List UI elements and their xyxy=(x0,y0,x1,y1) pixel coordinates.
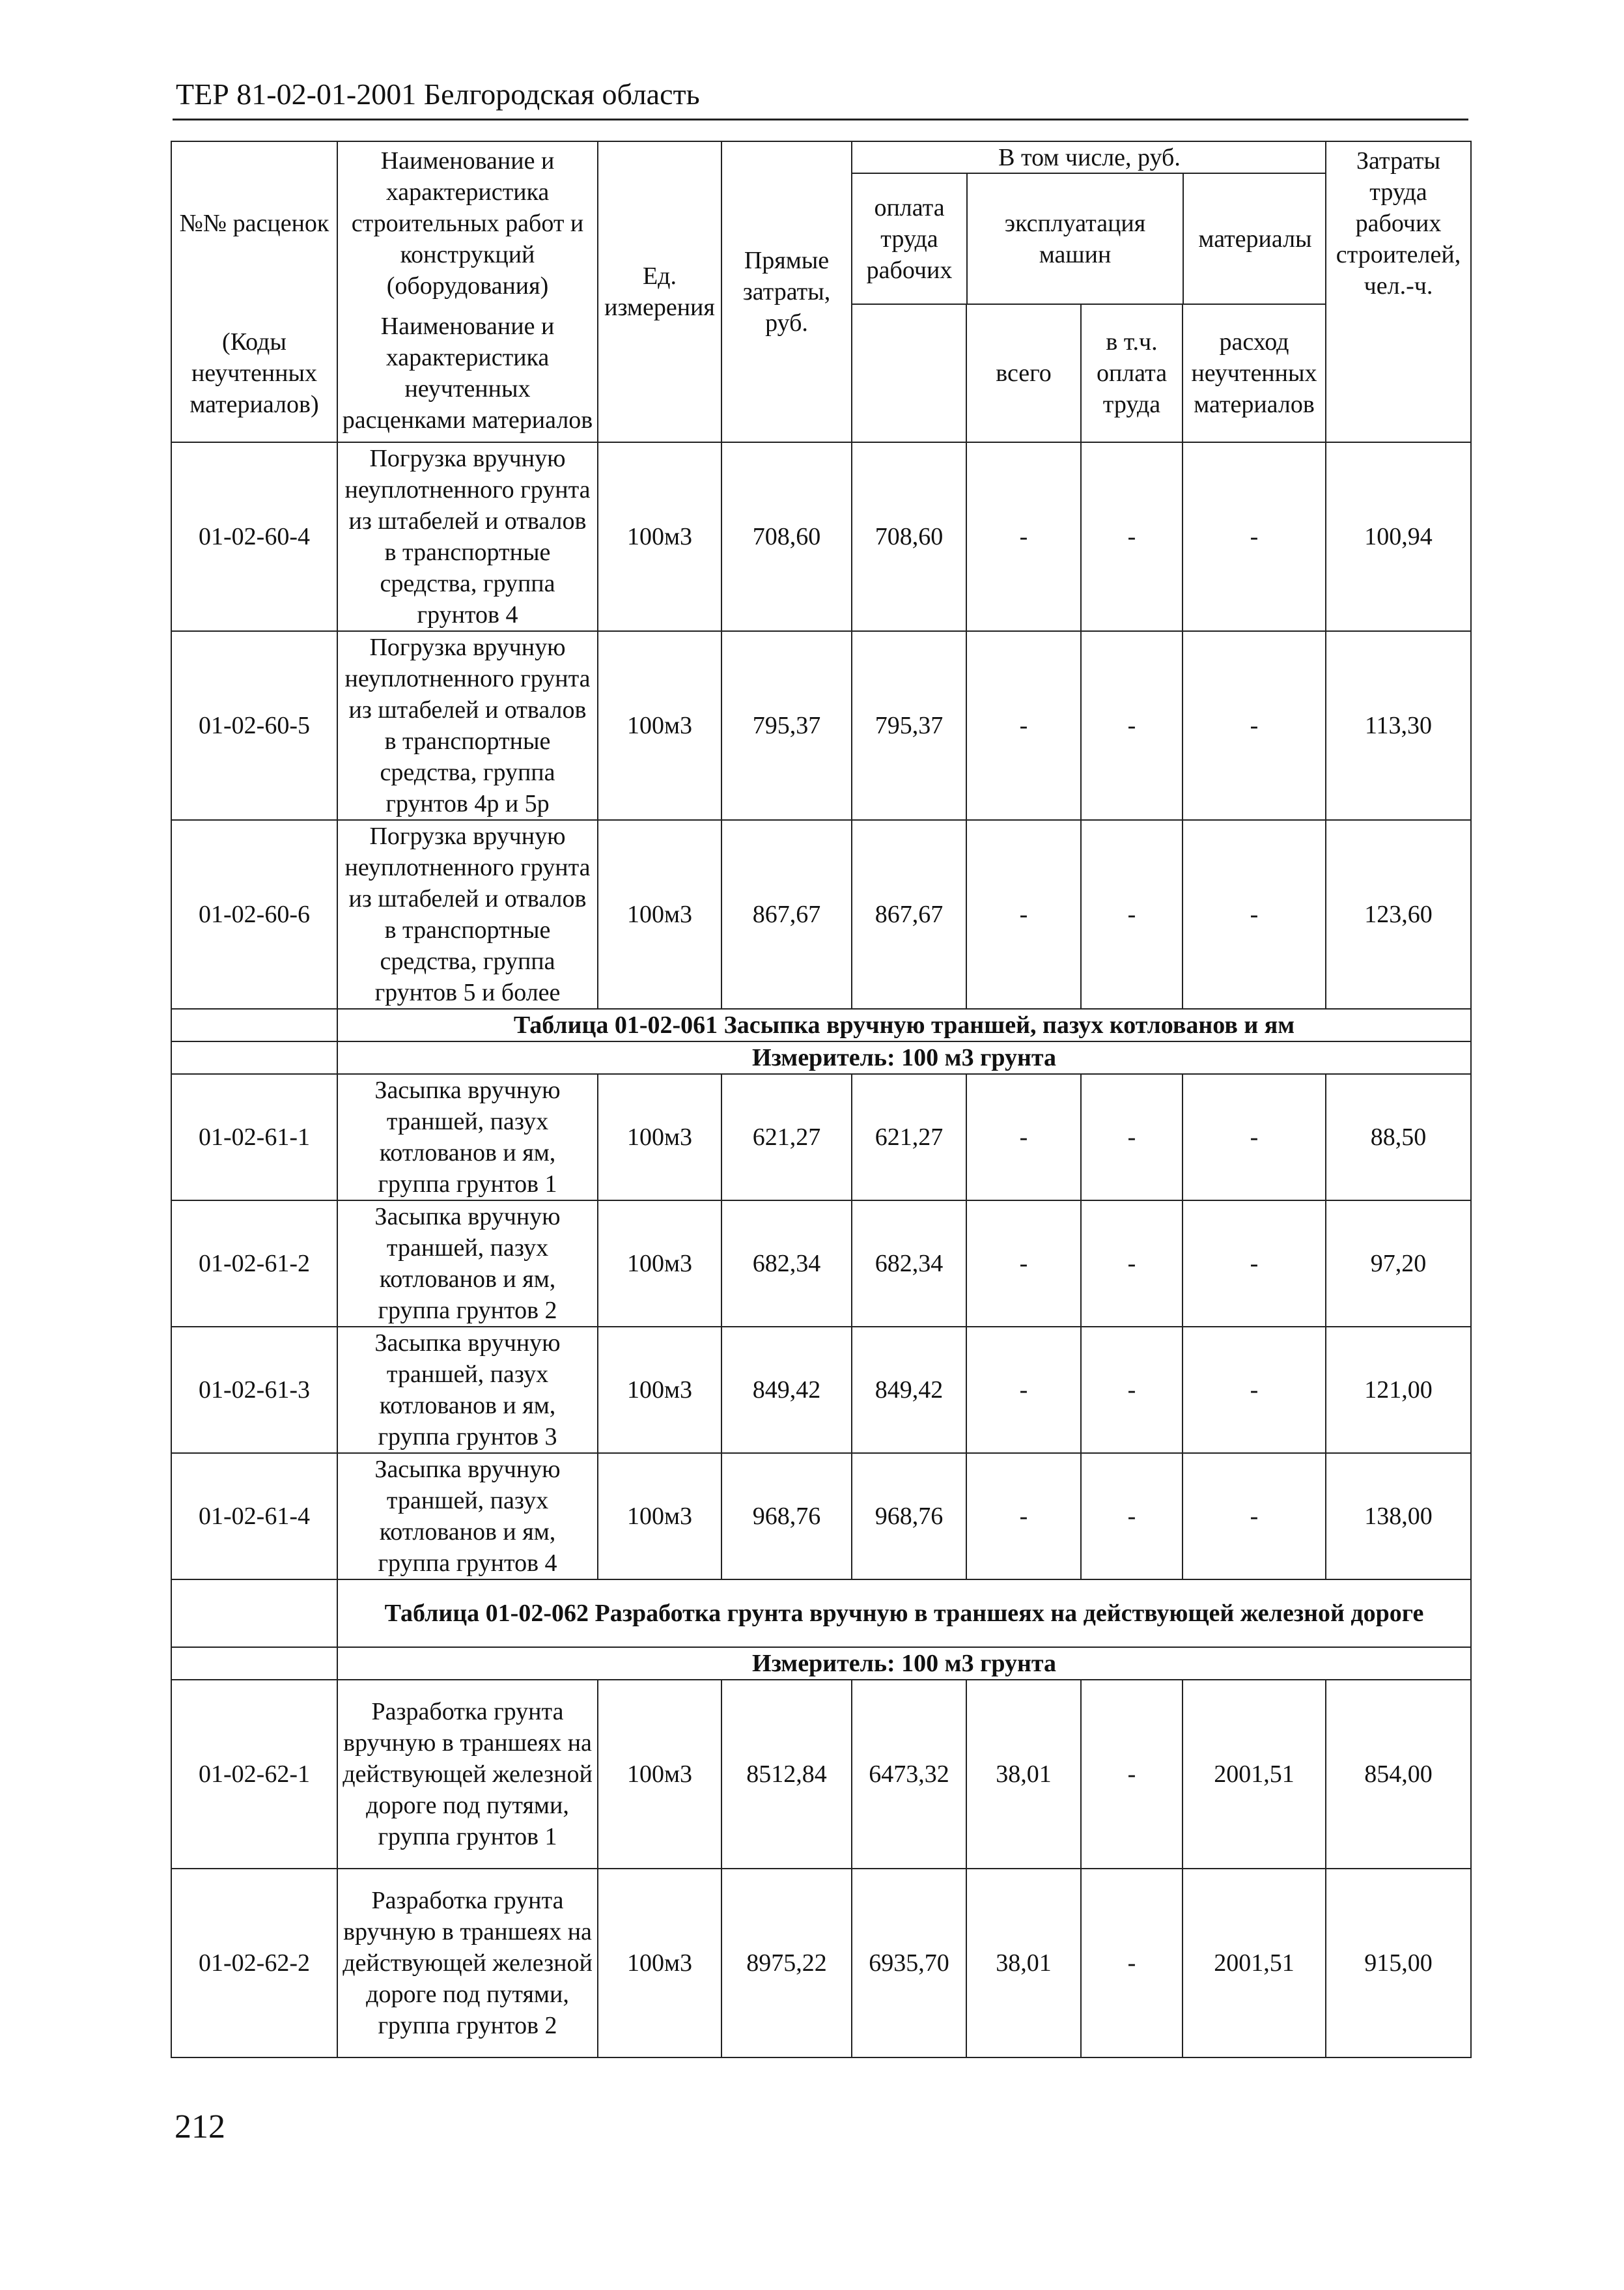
rate-machines-total: - xyxy=(966,1453,1081,1579)
page-number: 212 xyxy=(175,2108,225,2145)
rate-direct-cost: 795,37 xyxy=(721,631,852,820)
rate-name: Погрузка вручную неуплотненного грунта из штабелей и отвалов в транспортные средства, группа грунтов 5 и более xyxy=(337,820,598,1009)
rate-labor: 97,20 xyxy=(1326,1200,1471,1327)
rate-code: 01-02-60-5 xyxy=(171,631,337,820)
rate-materials: 2001,51 xyxy=(1183,1869,1326,2057)
rate-machines-wages: - xyxy=(1081,631,1183,820)
table-row xyxy=(171,1074,1471,1200)
rate-labor: 138,00 xyxy=(1326,1453,1471,1579)
rate-machines-total: 38,01 xyxy=(966,1869,1081,2057)
rate-machines-wages: - xyxy=(1081,1200,1183,1327)
rate-direct-cost: 8975,22 xyxy=(721,1869,852,2057)
rate-unit: 100м3 xyxy=(598,1869,721,2057)
rate-machines-total: - xyxy=(966,1200,1081,1327)
table-row xyxy=(171,1327,1471,1453)
section-blank xyxy=(171,1647,337,1680)
header-incl-block xyxy=(852,141,1326,304)
rate-name: Засыпка вручную траншей, пазух котлованов и ям, группа грунтов 3 xyxy=(337,1327,598,1453)
header-mach-wages: в т.ч. оплата труда xyxy=(1081,304,1183,442)
incl-subtable xyxy=(852,142,1326,304)
header-materials: материалы xyxy=(1198,225,1312,253)
header-direct: Прямые затраты, руб. xyxy=(721,141,852,442)
rate-name: Разработка грунта вручную в траншеях на действующей железной дороге под путями, группа грунтов 2 xyxy=(337,1869,598,2057)
table-row xyxy=(171,1680,1471,1869)
header-rule xyxy=(173,119,1468,120)
header-unit: Ед. измерения xyxy=(598,141,721,442)
header-wages-blank xyxy=(852,304,966,442)
rate-code: 01-02-61-4 xyxy=(171,1453,337,1579)
page-header: ТЕР 81-02-01-2001 Белгородская область xyxy=(176,78,700,111)
rate-code: 01-02-61-2 xyxy=(171,1200,337,1327)
section-blank xyxy=(171,1041,337,1074)
rate-code: 01-02-62-1 xyxy=(171,1680,337,1869)
rate-materials: - xyxy=(1183,1453,1326,1579)
rate-labor: 88,50 xyxy=(1326,1074,1471,1200)
rate-materials: - xyxy=(1183,820,1326,1009)
header-wages: оплата труда рабочих xyxy=(852,173,967,304)
rate-machines-total: - xyxy=(966,442,1081,631)
rate-name: Погрузка вручную неуплотненного грунта из штабелей и отвалов в транспортные средства, группа грунтов 4 xyxy=(337,442,598,631)
rate-machines-wages: - xyxy=(1081,1869,1183,2057)
rate-materials: - xyxy=(1183,1074,1326,1200)
rate-wages: 6473,32 xyxy=(852,1680,966,1869)
section-title: Таблица 01-02-062 Разработка грунта вручную в траншеях на действующей железной дороге xyxy=(337,1579,1471,1647)
rate-wages: 795,37 xyxy=(852,631,966,820)
rate-wages: 708,60 xyxy=(852,442,966,631)
rate-machines-total: - xyxy=(966,631,1081,820)
rate-wages: 849,42 xyxy=(852,1327,966,1453)
rate-machines-total: - xyxy=(966,1327,1081,1453)
rate-wages: 968,76 xyxy=(852,1453,966,1579)
rate-materials: - xyxy=(1183,442,1326,631)
rate-direct-cost: 682,34 xyxy=(721,1200,852,1327)
rate-machines-wages: - xyxy=(1081,1074,1183,1200)
rate-machines-total: - xyxy=(966,1074,1081,1200)
rate-materials: - xyxy=(1183,631,1326,820)
rate-wages: 6935,70 xyxy=(852,1869,966,2057)
rate-wages: 682,34 xyxy=(852,1200,966,1327)
rate-machines-wages: - xyxy=(1081,820,1183,1009)
rate-code: 01-02-62-2 xyxy=(171,1869,337,2057)
rate-unit: 100м3 xyxy=(598,1680,721,1869)
rate-unit: 100м3 xyxy=(598,1200,721,1327)
rate-machines-wages: - xyxy=(1081,442,1183,631)
section-blank xyxy=(171,1009,337,1041)
rate-materials: - xyxy=(1183,1200,1326,1327)
header-name-unaccounted: Наименование и характеристика неучтенных расценками материалов xyxy=(337,304,598,442)
section-blank xyxy=(171,1579,337,1647)
rate-direct-cost: 708,60 xyxy=(721,442,852,631)
rate-unit: 100м3 xyxy=(598,631,721,820)
rate-machines-wages: - xyxy=(1081,1453,1183,1579)
rate-unit: 100м3 xyxy=(598,820,721,1009)
rate-unit: 100м3 xyxy=(598,1453,721,1579)
header-code-unaccounted: (Коды неучтенных материалов) xyxy=(171,304,337,442)
rates-table xyxy=(171,141,1472,2058)
rate-direct-cost: 849,42 xyxy=(721,1327,852,1453)
rate-name: Засыпка вручную траншей, пазух котлованов и ям, группа грунтов 4 xyxy=(337,1453,598,1579)
header-labor: Затраты труда рабочих строителей, чел.-ч. xyxy=(1326,141,1471,304)
section-measure: Измеритель: 100 м3 грунта xyxy=(337,1647,1471,1680)
rate-direct-cost: 8512,84 xyxy=(721,1680,852,1869)
rate-direct-cost: 621,27 xyxy=(721,1074,852,1200)
rate-labor: 915,00 xyxy=(1326,1869,1471,2057)
table-row xyxy=(171,820,1471,1009)
header-code: №№ расценок xyxy=(171,141,337,304)
table-row xyxy=(171,442,1471,631)
table-row xyxy=(171,1453,1471,1579)
rate-machines-total: 38,01 xyxy=(966,1680,1081,1869)
rate-labor: 113,30 xyxy=(1326,631,1471,820)
rate-code: 01-02-61-1 xyxy=(171,1074,337,1200)
rate-code: 01-02-60-4 xyxy=(171,442,337,631)
rate-unit: 100м3 xyxy=(598,1327,721,1453)
rate-code: 01-02-61-3 xyxy=(171,1327,337,1453)
rate-code: 01-02-60-6 xyxy=(171,820,337,1009)
table-row xyxy=(171,1200,1471,1327)
table-row xyxy=(171,1869,1471,2057)
rate-labor: 100,94 xyxy=(1326,442,1471,631)
rate-name: Погрузка вручную неуплотненного грунта из штабелей и отвалов в транспортные средства, группа грунтов 4р и 5р xyxy=(337,631,598,820)
rate-direct-cost: 968,76 xyxy=(721,1453,852,1579)
header-mach-total: всего xyxy=(966,304,1081,442)
section-title: Таблица 01-02-061 Засыпка вручную траншей, пазух котлованов и ям xyxy=(337,1009,1471,1041)
rate-name: Засыпка вручную траншей, пазух котлованов и ям, группа грунтов 1 xyxy=(337,1074,598,1200)
rate-materials: - xyxy=(1183,1327,1326,1453)
header-incl: В том числе, руб. xyxy=(852,142,1326,173)
header-labor-blank xyxy=(1326,304,1471,442)
rate-name: Засыпка вручную траншей, пазух котлованов и ям, группа грунтов 2 xyxy=(337,1200,598,1327)
header-mat-unaccounted: расход неучтенных материалов xyxy=(1183,304,1326,442)
header-name: Наименование и характеристика строительных работ и конструкций (оборудования) xyxy=(337,141,598,304)
section-measure: Измеритель: 100 м3 грунта xyxy=(337,1041,1471,1074)
rate-unit: 100м3 xyxy=(598,1074,721,1200)
header-machines: эксплуатация машин xyxy=(967,173,1183,304)
rate-wages: 867,67 xyxy=(852,820,966,1009)
rate-machines-wages: - xyxy=(1081,1680,1183,1869)
rate-labor: 123,60 xyxy=(1326,820,1471,1009)
rate-labor: 121,00 xyxy=(1326,1327,1471,1453)
rate-unit: 100м3 xyxy=(598,442,721,631)
rate-machines-wages: - xyxy=(1081,1327,1183,1453)
rate-materials: 2001,51 xyxy=(1183,1680,1326,1869)
table-row xyxy=(171,631,1471,820)
rate-direct-cost: 867,67 xyxy=(721,820,852,1009)
rate-machines-total: - xyxy=(966,820,1081,1009)
rate-labor: 854,00 xyxy=(1326,1680,1471,1869)
rate-wages: 621,27 xyxy=(852,1074,966,1200)
rate-name: Разработка грунта вручную в траншеях на действующей железной дороге под путями, группа грунтов 1 xyxy=(337,1680,598,1869)
